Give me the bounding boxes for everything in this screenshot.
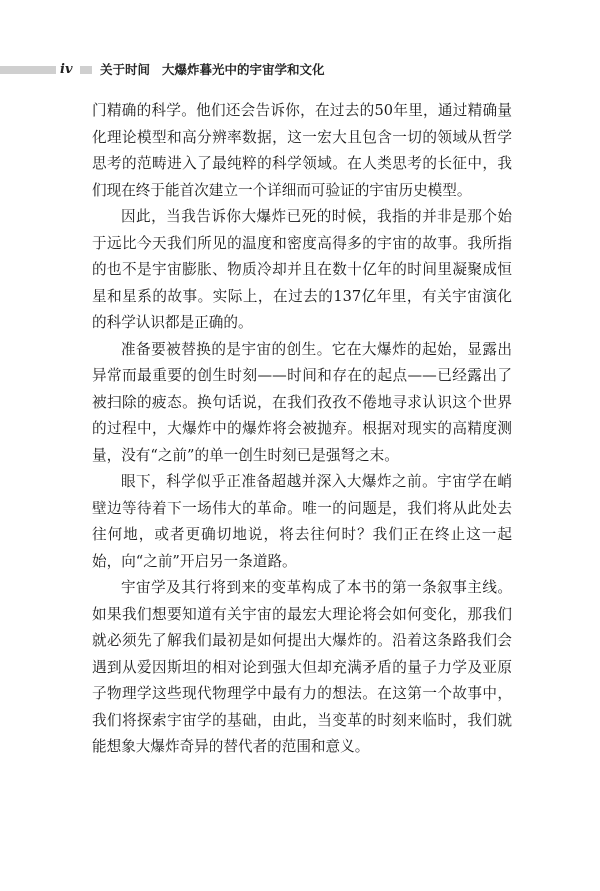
paragraph: 宇宙学及其行将到来的变革构成了本书的第一条叙事主线。如果我们想要知道有关宇宙的最宏大理论将会如何变化，那我们就必须先了解我们最初是如何提出大爆炸的。沿着这条路我们会遇到从爱因斯坦的相对论到强大但却充满矛盾的量子力学及亚原子物理学这些现代物理学中最有力的想法。在这第一个故事中，我们将探索宇宙学的基础，由此，当变革的时刻来临时，我们就能想象大爆炸奇异的替代者的范围和意义。 — [92, 579, 512, 755]
paragraph: 门精确的科学。他们还会告诉你，在过去的50年里，通过精确量化理论模型和高分辨率数据，这一宏大且包含一切的领域从哲学思考的范畴进入了最纯粹的科学领域。在人类思考的长征中，我们现在终于能首次建立一个详细而可验证的宇宙历史模型。 — [92, 102, 512, 199]
running-header — [0, 60, 600, 82]
header-decoration-bar — [0, 66, 56, 74]
paragraph: 眼下，科学似乎正准备超越并深入大爆炸之前。宇宙学在峭壁边等待着下一场伟大的革命。唯一的问题是，我们将从此处去往何地，或者更确切地说，将去往何时？我们正在终止这一起始，向“之前”开启另一条道路。 — [92, 473, 512, 570]
page-number: iv — [60, 62, 73, 77]
header-title — [100, 60, 325, 80]
header-book-title: 大爆炸暮光中的宇宙学和文化 — [162, 62, 325, 77]
body-text — [92, 98, 512, 761]
header-section: 关于时间 — [100, 62, 151, 77]
paragraph: 准备要被替换的是宇宙的创生。它在大爆炸的起始，显露出异常而最重要的创生时刻——时间和存在的起点——已经露出了被扫除的疲态。换句话说，在我们孜孜不倦地寻求认识这个世界的过程中，大爆炸中的爆炸将会被抛弃。根据对现实的高精度测量，没有“之前”的单一创生时刻已是强弩之末。 — [92, 340, 512, 464]
paragraph: 因此，当我告诉你大爆炸已死的时候，我指的并非是那个始于远比今天我们所见的温度和密度高得多的宇宙的故事。我所指的也不是宇宙膨胀、物质冷却并且在数十亿年的时间里凝聚成恒星和星系的故事。实际上，在过去的137亿年里，有关宇宙演化的科学认识都是正确的。 — [92, 208, 512, 331]
header-decoration-square — [80, 66, 92, 74]
